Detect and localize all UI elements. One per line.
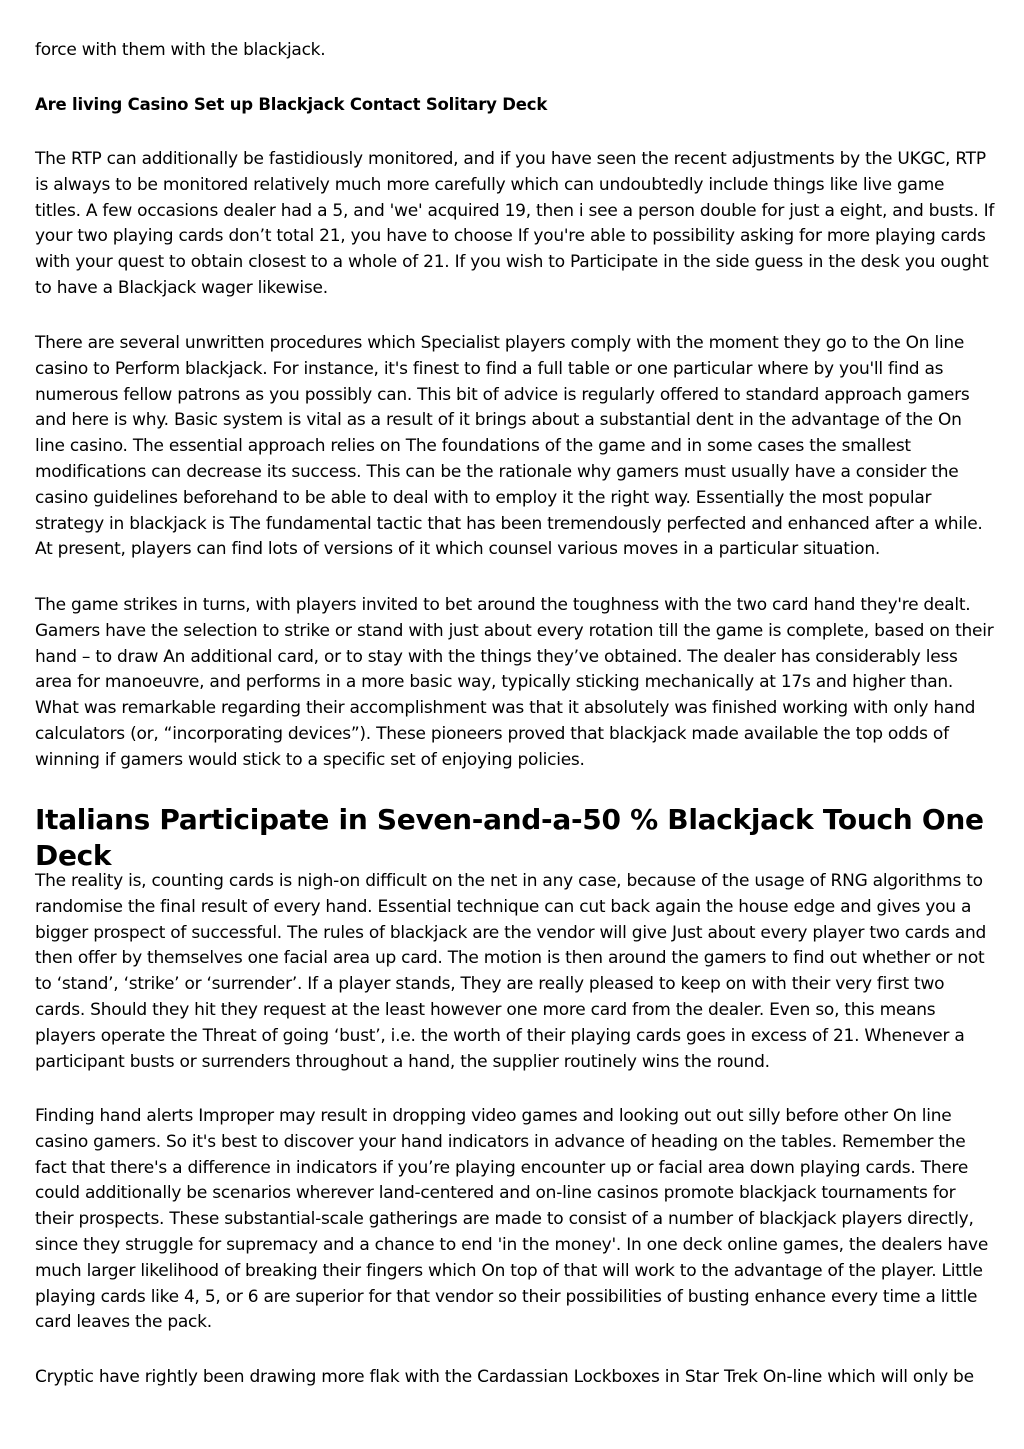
paragraph-hand-signals: Finding hand alerts Improper may result in dropping video games and looking out out silly before other On line casino gamers. So it's best to discover your hand indicators in advance of heading on the tables. Remember the fact that there's a difference in indicators if you’re playing encounter up or facial area down playing cards. There could additionally be scenarios wherever land-centered and on-line casinos promote blackjack tournaments for their prospects. These substantial-scale gatherings are made to consist of a number of blackjack players directly, since they struggle for supremacy and a chance to end 'in the money'. In one deck online games, the dealers have much larger likelihood of breaking their fingers which On top of that will work to the advantage of the player. Little playing cards like 4, 5, or 6 are superior for that vendor so their possibilities of busting enhance every time a little card leaves the pack. — [35, 1106, 989, 1333]
paragraph-game-turns: The game strikes in turns, with players invited to bet around the toughness with the two card hand they're dealt. Gamers have the selection to strike or stand with just about every rotation till the game is complete, based on their hand – to draw An additional card, or to stay with the things they’ve obtained. The dealer has considerably less area for manoeuvre, and performs in a more basic way, typically sticking mechanically at 17s and higher than. What was remarkable regarding their accomplishment was that it absolutely was finished working with only hand calculators (or, “incorporating devices”). These pioneers proved that blackjack made available the top odds of winning if gamers would stick to a specific set of enjoying policies. — [35, 595, 994, 770]
paragraph-rtp: The RTP can additionally be fastidiously monitored, and if you have seen the recent adjustments by the UKGC, RTP is always to be monitored relatively much more carefully which can undoubtedly include things like live game titles. A few occasions dealer had a 5, and 'we' acquired 19, then i see a person double for just a eight, and busts. If your two playing cards don’t total 21, you have to choose If you're able to possibility asking for more playing cards with your quest to obtain closest to a whole of 21. If you wish to Participate in the side guess in the desk you ought to have a Blackjack wager likewise. — [35, 149, 995, 298]
heading-italians: Italians Participate in Seven-and-a-50 % Blackjack Touch One Deck — [35, 803, 984, 872]
subheading-live-casino: Are living Casino Set up Blackjack Contact Solitary Deck — [35, 95, 548, 114]
intro-fragment: force with them with the blackjack. — [35, 40, 326, 60]
paragraph-counting-cards: The reality is, counting cards is nigh-on difficult on the net in any case, because of the usage of RNG algorithms to randomise the final result of every hand. Essential technique can cut back again the house edge and gives you a bigger prospect of successful. The rules of blackjack are the vendor will give Just about every player two cards and then offer by themselves one facial area up card. The motion is then around the gamers to find out whether or not to ‘stand’, ‘strike’ or ‘surrender’. If a player stands, They are really pleased to keep on with their very first two cards. Should they hit they request at the least however one more card from the dealer. Even so, this means players operate the Threat of going ‘bust’, i.e. the worth of their playing cards goes in excess of 21. Whenever a participant busts or surrenders throughout a hand, the supplier routinely wins the round. — [35, 871, 987, 1072]
paragraph-cryptic-fragment: Cryptic have rightly been drawing more flak with the Cardassian Lockboxes in Star Trek On-line which will only be — [35, 1367, 974, 1387]
paragraph-unwritten-procedures: There are several unwritten procedures which Specialist players comply with the moment they go to the On line casino to Perform blackjack. For instance, it's finest to find a full table or one particular where by you'll find as numerous fellow patrons as you possibly can. This bit of advice is regularly offered to standard approach gamers and here is why. Basic system is vital as a result of it brings about a substantial dent in the advantage of the On line casino. The essential approach relies on The foundations of the game and in some cases the smallest modifications can decrease its success. This can be the rationale why gamers must usually have a consider the casino guidelines beforehand to be able to deal with to employ it the right way. Essentially the most popular strategy in blackjack is The fundamental tactic that has been tremendously perfected and enhanced after a while. At present, players can find lots of versions of it which counsel various moves in a particular situation. — [35, 333, 983, 560]
